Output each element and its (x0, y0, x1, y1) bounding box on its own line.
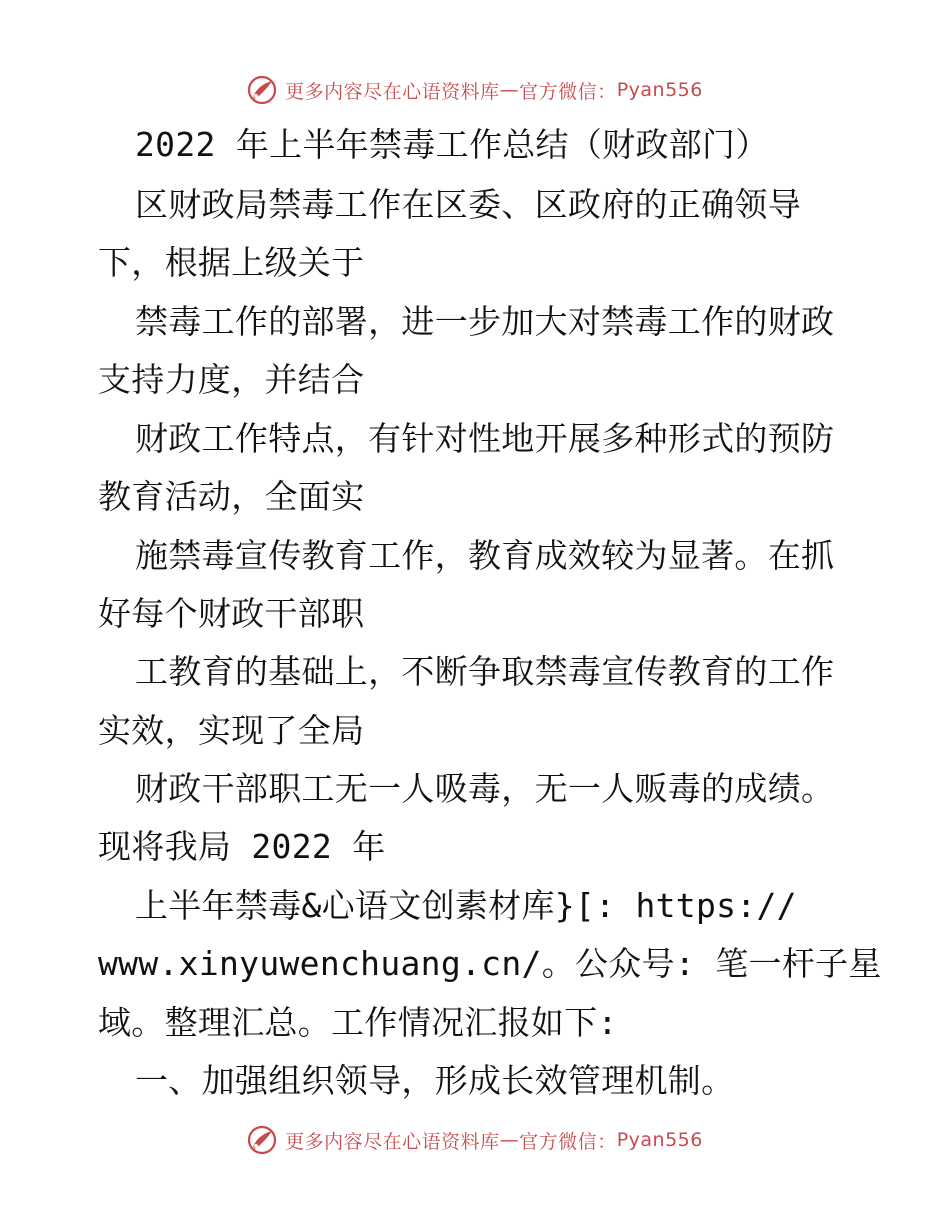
paragraph-line: 区财政局禁毒工作在区委、区政府的正确领导 (135, 185, 801, 224)
watermark-wechat-id: Pyan556 (616, 1129, 703, 1151)
paragraph-line: 财政工作特点，有针对性地开展多种形式的预防 (135, 419, 835, 458)
brush-pen-logo-icon (247, 1125, 277, 1155)
paragraph-line: 域。整理汇总。工作情况汇报如下: (98, 1003, 618, 1042)
watermark-main-text: 更多内容尽在心语资料库 (285, 80, 500, 103)
paragraph-line: 工教育的基础上，不断争取禁毒宣传教育的工作 (135, 652, 835, 691)
paragraph-line: 禁毒工作的部署，进一步加大对禁毒工作的财政 (135, 302, 835, 341)
watermark-official-label: 官方微信： (519, 1130, 617, 1153)
section-heading: 一、加强组织领导，形成长效管理机制。 (135, 1061, 735, 1100)
paragraph-line: 支持力度，并结合 (98, 360, 365, 399)
paragraph-line: 实效，实现了全局 (98, 711, 365, 750)
watermark-official-label: 官方微信： (519, 80, 617, 103)
paragraph-line: 财政干部职工无一人吸毒，无一人贩毒的成绩。 (135, 769, 835, 808)
paragraph-line: 施禁毒宣传教育工作，教育成效较为显著。在抓 (135, 536, 835, 575)
watermark-footer (0, 1120, 950, 1160)
paragraph-line: 上半年禁毒&心语文创素材库}[: https:// (135, 886, 797, 925)
watermark-main-text: 更多内容尽在心语资料库 (285, 1130, 500, 1153)
paragraph-line: 教育活动，全面实 (98, 477, 365, 516)
document-title: 2022 年上半年禁毒工作总结（财政部门） (135, 125, 769, 164)
paragraph-line: 好每个财政干部职 (98, 594, 365, 633)
watermark-separator: — (499, 1129, 520, 1151)
watermark-separator: — (499, 79, 520, 101)
brush-pen-logo-icon (247, 75, 277, 105)
paragraph-line: 下，根据上级关于 (98, 243, 365, 282)
watermark-wechat-id: Pyan556 (616, 79, 703, 101)
paragraph-line: 现将我局 2022 年 (98, 827, 386, 866)
watermark-header (0, 70, 950, 110)
paragraph-line: www.xinyuwenchuang.cn/。公众号: 笔一杆子星 (98, 944, 882, 983)
